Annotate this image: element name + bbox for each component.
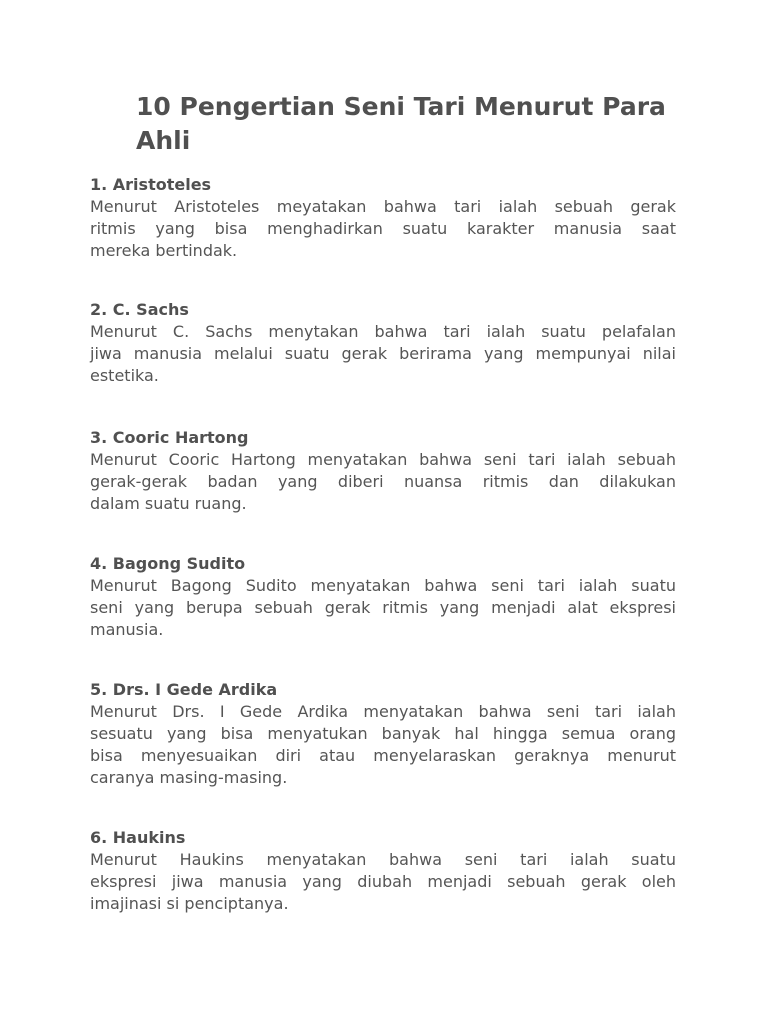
paragraph-line: caranya masing-masing. — [90, 768, 288, 787]
paragraph-line: dalam suatu ruang. — [90, 494, 247, 513]
paragraph-line: Menurut Cooric Hartong menyatakan bahwa seni tari ialah sebuah — [90, 450, 676, 469]
section-heading: 3. Cooric Hartong — [90, 428, 249, 447]
section-4 — [90, 553, 676, 641]
paragraph-line: Menurut C. Sachs menytakan bahwa tari ialah suatu pelafalan — [90, 322, 676, 341]
paragraph-line: ekspresi jiwa manusia yang diubah menjadi sebuah gerak oleh — [90, 872, 676, 891]
paragraph-line: ritmis yang bisa menghadirkan suatu karakter manusia saat — [90, 219, 676, 238]
paragraph-line: jiwa manusia melalui suatu gerak berirama yang mempunyai nilai — [90, 344, 676, 363]
section-heading: 1. Aristoteles — [90, 175, 212, 194]
section-heading: 4. Bagong Sudito — [90, 554, 246, 573]
section-heading: 2. C. Sachs — [90, 300, 189, 319]
section-heading: 6. Haukins — [90, 828, 186, 847]
title-line: Ahli — [136, 126, 191, 155]
paragraph-line: Menurut Aristoteles meyatakan bahwa tari ialah sebuah gerak — [90, 197, 676, 216]
section-1 — [90, 174, 676, 262]
paragraph-line: gerak-gerak badan yang diberi nuansa ritmis dan dilakukan — [90, 472, 676, 491]
paragraph-line: imajinasi si penciptanya. — [90, 894, 289, 913]
paragraph-line: mereka bertindak. — [90, 241, 238, 260]
paragraph-line: manusia. — [90, 620, 164, 639]
section-5 — [90, 679, 676, 789]
paragraph-line: estetika. — [90, 366, 159, 385]
paragraph-line: sesuatu yang bisa menyatukan banyak hal hingga semua orang — [90, 724, 676, 743]
section-heading: 5. Drs. I Gede Ardika — [90, 680, 278, 699]
page-title — [136, 90, 681, 158]
paragraph-line: seni yang berupa sebuah gerak ritmis yang menjadi alat ekspresi — [90, 598, 676, 617]
paragraph-line: Menurut Drs. I Gede Ardika menyatakan bahwa seni tari ialah — [90, 702, 676, 721]
paragraph-line: bisa menyesuaikan diri atau menyelaraskan geraknya menurut — [90, 746, 676, 765]
section-2 — [90, 299, 676, 387]
paragraph-line: Menurut Haukins menyatakan bahwa seni tari ialah suatu — [90, 850, 676, 869]
section-6 — [90, 827, 676, 915]
section-3 — [90, 427, 676, 515]
paragraph-line: Menurut Bagong Sudito menyatakan bahwa seni tari ialah suatu — [90, 576, 676, 595]
title-line: 10 Pengertian Seni Tari Menurut Para — [136, 92, 666, 121]
